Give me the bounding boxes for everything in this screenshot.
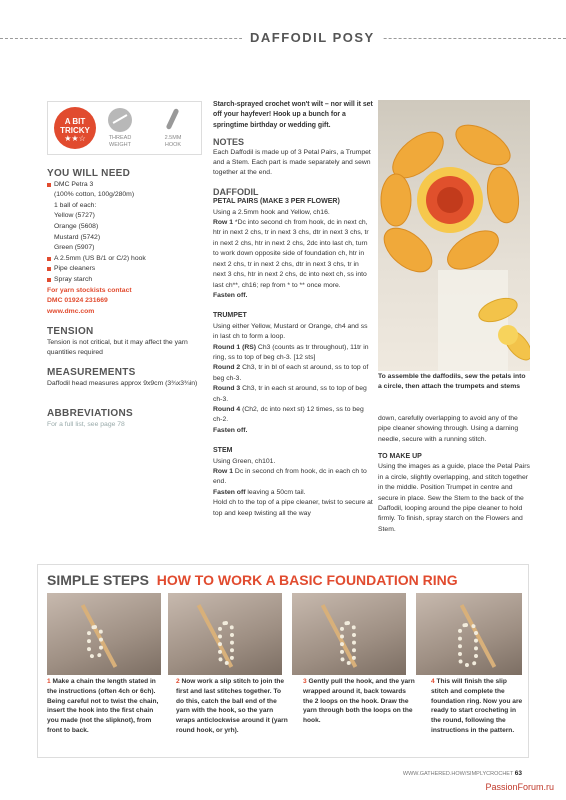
trumpet-fasten-off: Fasten off. — [213, 426, 248, 434]
page-footer — [403, 770, 522, 777]
step-1-text: 1 Make a chain the length stated in the instructions (often 4ch or 6ch). Being careful not to twist the chain, insert the hook into the first chain you made (not the slipknot), from front to back. — [47, 678, 159, 734]
step-1-photo — [47, 593, 161, 675]
petal-fasten-off: Fasten off. — [213, 291, 248, 299]
step-4-text: 4 This will finish the slip stitch and complete the foundation ring. Now you are ready to start crocheting in the round, following the instructions in the pattern. — [431, 678, 523, 734]
abbreviations-text: For a full list, see page 78 — [47, 420, 125, 428]
need-item: Pipe cleaners — [47, 264, 202, 275]
make-up-section — [378, 452, 530, 535]
you-will-need — [47, 169, 202, 317]
petal-row1: Row 1 *Dc into second ch from hook, dc in next ch, htr in next 2 chs, tr in next 3 chs, dtr in next 3 chs, tr in next 2 chs, htr in next 2 chs, 2dc into last ch, turn to work down opposite side of foundation ch, htr in next 2 chs, tr in next 2 chs, dtr in next 3 chs, tr in next 3 chs, htr in next 2 chs, dc into next ch, ss into last ch**, ch16; rep from * to ** once more. — [213, 219, 369, 289]
page-number: 63 — [514, 770, 522, 777]
watermark: PassionForum.ru — [485, 782, 554, 792]
petal-step: Using a 2.5mm hook and Yellow, ch16. — [213, 208, 330, 216]
stem-continued: down, carefully overlapping to avoid any of the pipe cleaner showing through. Using a darning needle, secure with a running stitch. — [378, 415, 519, 443]
measurements-heading: MEASUREMENTS — [47, 367, 136, 378]
stem-step: Hold ch to the top of a pipe cleaner, twist to secure at top and keep twisting all the way — [213, 499, 373, 517]
yarn-ball-icon — [108, 108, 132, 132]
middle-column — [213, 100, 373, 519]
trumpet-step: Using either Yellow, Mustard or Orange, ch4 and ss in last ch to form a loop. — [213, 322, 368, 341]
trumpet-heading: TRUMPET — [213, 312, 247, 320]
need-item: Spray starch — [47, 275, 202, 286]
step-4-photo — [416, 593, 522, 675]
difficulty-badge — [54, 107, 96, 149]
intro-text: Starch-sprayed crochet won't wilt – nor will it set off your hayfever! Hook up a bunch for a springtime birthday or wedding gift. — [213, 101, 373, 129]
daffodil-heading: DAFFODIL — [213, 186, 259, 197]
page-header-title: DAFFODIL POSY — [242, 30, 383, 45]
measurements-section — [47, 368, 202, 389]
daffodil-photo — [378, 100, 530, 371]
thread-weight-label: THREAD WEIGHT — [108, 135, 132, 148]
step-3-photo — [292, 593, 406, 675]
steps-title: SIMPLE STEPS HOW TO WORK A BASIC FOUNDATION RING — [47, 572, 458, 588]
measurements-text: Daffodil head measures approx 9x9cm (3¾x3¾in) — [47, 379, 198, 387]
skill-box — [47, 101, 202, 155]
need-item: 1 ball of each: — [54, 201, 97, 209]
step-2-photo — [168, 593, 282, 675]
trumpet-round: Round 4 (Ch2, dc into next st) 12 times, ss to beg ch-2. — [213, 405, 364, 424]
petal-pairs-heading: PETAL PAIRS (MAKE 3 PER FLOWER) — [213, 198, 340, 206]
step-3-text: 3 Gently pull the hook, and the yarn wrapped around it, back towards the 2 loops on the hook. Draw the yarn through both the loops on the hook. — [303, 678, 415, 725]
need-item: Yellow (5727) — [54, 212, 95, 220]
badge-line1: A BIT — [64, 117, 86, 126]
crochet-hook-icon — [166, 108, 180, 130]
badge-line2: TRICKY — [60, 126, 90, 135]
hook-size-label: 2.5MM HOOK — [164, 135, 182, 148]
notes-heading: NOTES — [213, 137, 245, 148]
need-item: DMC Petra 3 — [47, 180, 202, 191]
need-item: (100% cotton, 100g/280m) — [54, 191, 135, 199]
make-up-text: Using the images as a guide, place the Petal Pairs in a circle, slightly overlapping, and stitch together in the middle. Position Trumpet in centre and secure in place. Sew the Stem to the back of the Daffodil, looping around the pipe cleaner to hold firmly. To finish, spray starch on the Flowers and Stem. — [378, 463, 530, 533]
stem-fasten-off: Fasten off leaving a 50cm tail. — [213, 488, 306, 496]
stockist-line1: For yarn stockists contact — [47, 286, 132, 294]
simple-steps-panel — [37, 564, 529, 758]
notes-text: Each Daffodil is made up of 3 Petal Pairs, a Trumpet and a Stem. Each part is made separately and sewn together at the end. — [213, 148, 371, 177]
need-item: A 2.5mm (US B/1 or C/2) hook — [47, 254, 202, 265]
stockist-line2: DMC 01924 231669 — [47, 297, 108, 305]
tension-heading: TENSION — [47, 326, 94, 337]
abbreviations-section — [47, 409, 202, 430]
stem-heading: STEM — [213, 447, 233, 455]
stem-row1: Row 1 Dc in second ch from hook, dc in each ch to end. — [213, 468, 367, 486]
trumpet-round: Round 1 (RS) Ch3 (counts as tr throughout), 11tr in ring, ss to top of beg ch-3. [12 sts] — [213, 343, 369, 361]
footer-url[interactable]: WWW.GATHERED.HOW/SIMPLYCROCHET — [402, 771, 514, 777]
trumpet-round: Round 3 Ch3, tr in each st around, ss to top of beg ch-3. — [213, 385, 367, 403]
tension-section — [47, 327, 202, 359]
tension-text: Tension is not critical, but it may affect the yarn quantities required — [47, 338, 188, 357]
difficulty-stars: ★★☆ — [64, 134, 86, 143]
need-item: Orange (5608) — [54, 222, 99, 230]
need-item: Green (5907) — [54, 244, 95, 252]
stockist-web-link[interactable]: www.dmc.com — [47, 307, 95, 315]
need-heading: YOU WILL NEED — [47, 168, 131, 179]
stem-step: Using Green, ch101. — [213, 457, 276, 465]
need-item: Mustard (5742) — [54, 233, 101, 241]
abbreviations-heading: ABBREVIATIONS — [47, 408, 133, 419]
trumpet-round: Round 2 Ch3, tr in bl of each st around, ss to top of beg ch-3. — [213, 364, 369, 382]
make-up-heading: TO MAKE UP — [378, 453, 422, 460]
photo-caption: To assemble the daffodils, sew the petals into a circle, then attach the trumpets and stems — [378, 373, 526, 391]
step-2-text: 2 Now work a slip stitch to join the first and last stitches together. To do this, catch the ball end of the yarn with the hook, so the yarn wraps anticlockwise around it (yarn round hook, or yrh). — [176, 678, 288, 734]
